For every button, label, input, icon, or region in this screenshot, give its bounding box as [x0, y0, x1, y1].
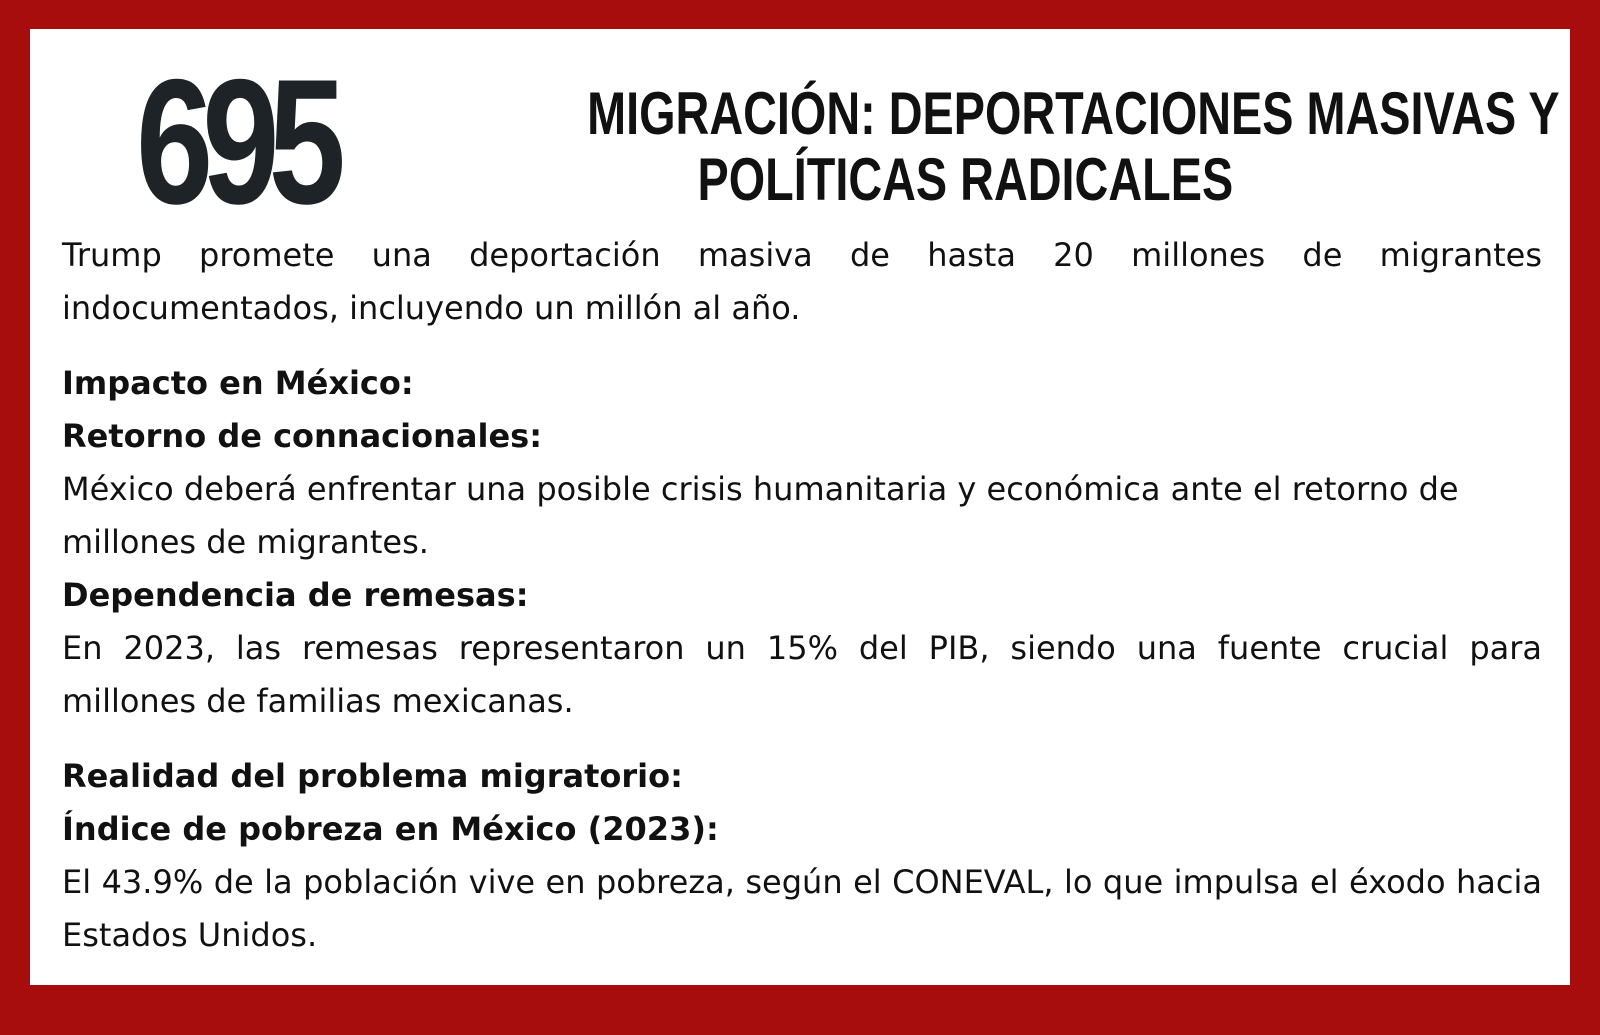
issue-number: 695 — [136, 42, 335, 241]
remittances-paragraph: En 2023, las remesas representaron un 15% del PIB, siendo una fuente crucial para millones de familias mexicanas. — [62, 629, 1542, 720]
poverty-heading: Índice de pobreza en México (2023): — [62, 810, 719, 848]
return-heading: Retorno de connacionales: — [62, 417, 542, 455]
reality-heading: Realidad del problema migratorio: — [62, 757, 683, 795]
impact-heading: Impacto en México: — [62, 364, 414, 402]
poverty-paragraph: El 43.9% de la población vive en pobreza, según el CONEVAL, lo que impulsa el éxodo hacia Estados Unidos. — [62, 863, 1542, 954]
headline-line-1: MIGRACIÓN: DEPORTACIONES MASIVAS Y — [587, 80, 1560, 147]
content-card — [30, 29, 1570, 985]
intro-paragraph: Trump promete una deportación masiva de hasta 20 millones de migrantes indocumentados, incluyendo un millón al año. — [62, 236, 1542, 327]
article-body — [62, 229, 1542, 962]
remittances-heading: Dependencia de remesas: — [62, 576, 529, 614]
return-paragraph: México deberá enfrentar una posible crisis humanitaria y económica ante el retorno de millones de migrantes. — [62, 470, 1459, 561]
headline-line-2: POLÍTICAS RADICALES — [697, 146, 1233, 213]
headline — [450, 80, 1560, 213]
